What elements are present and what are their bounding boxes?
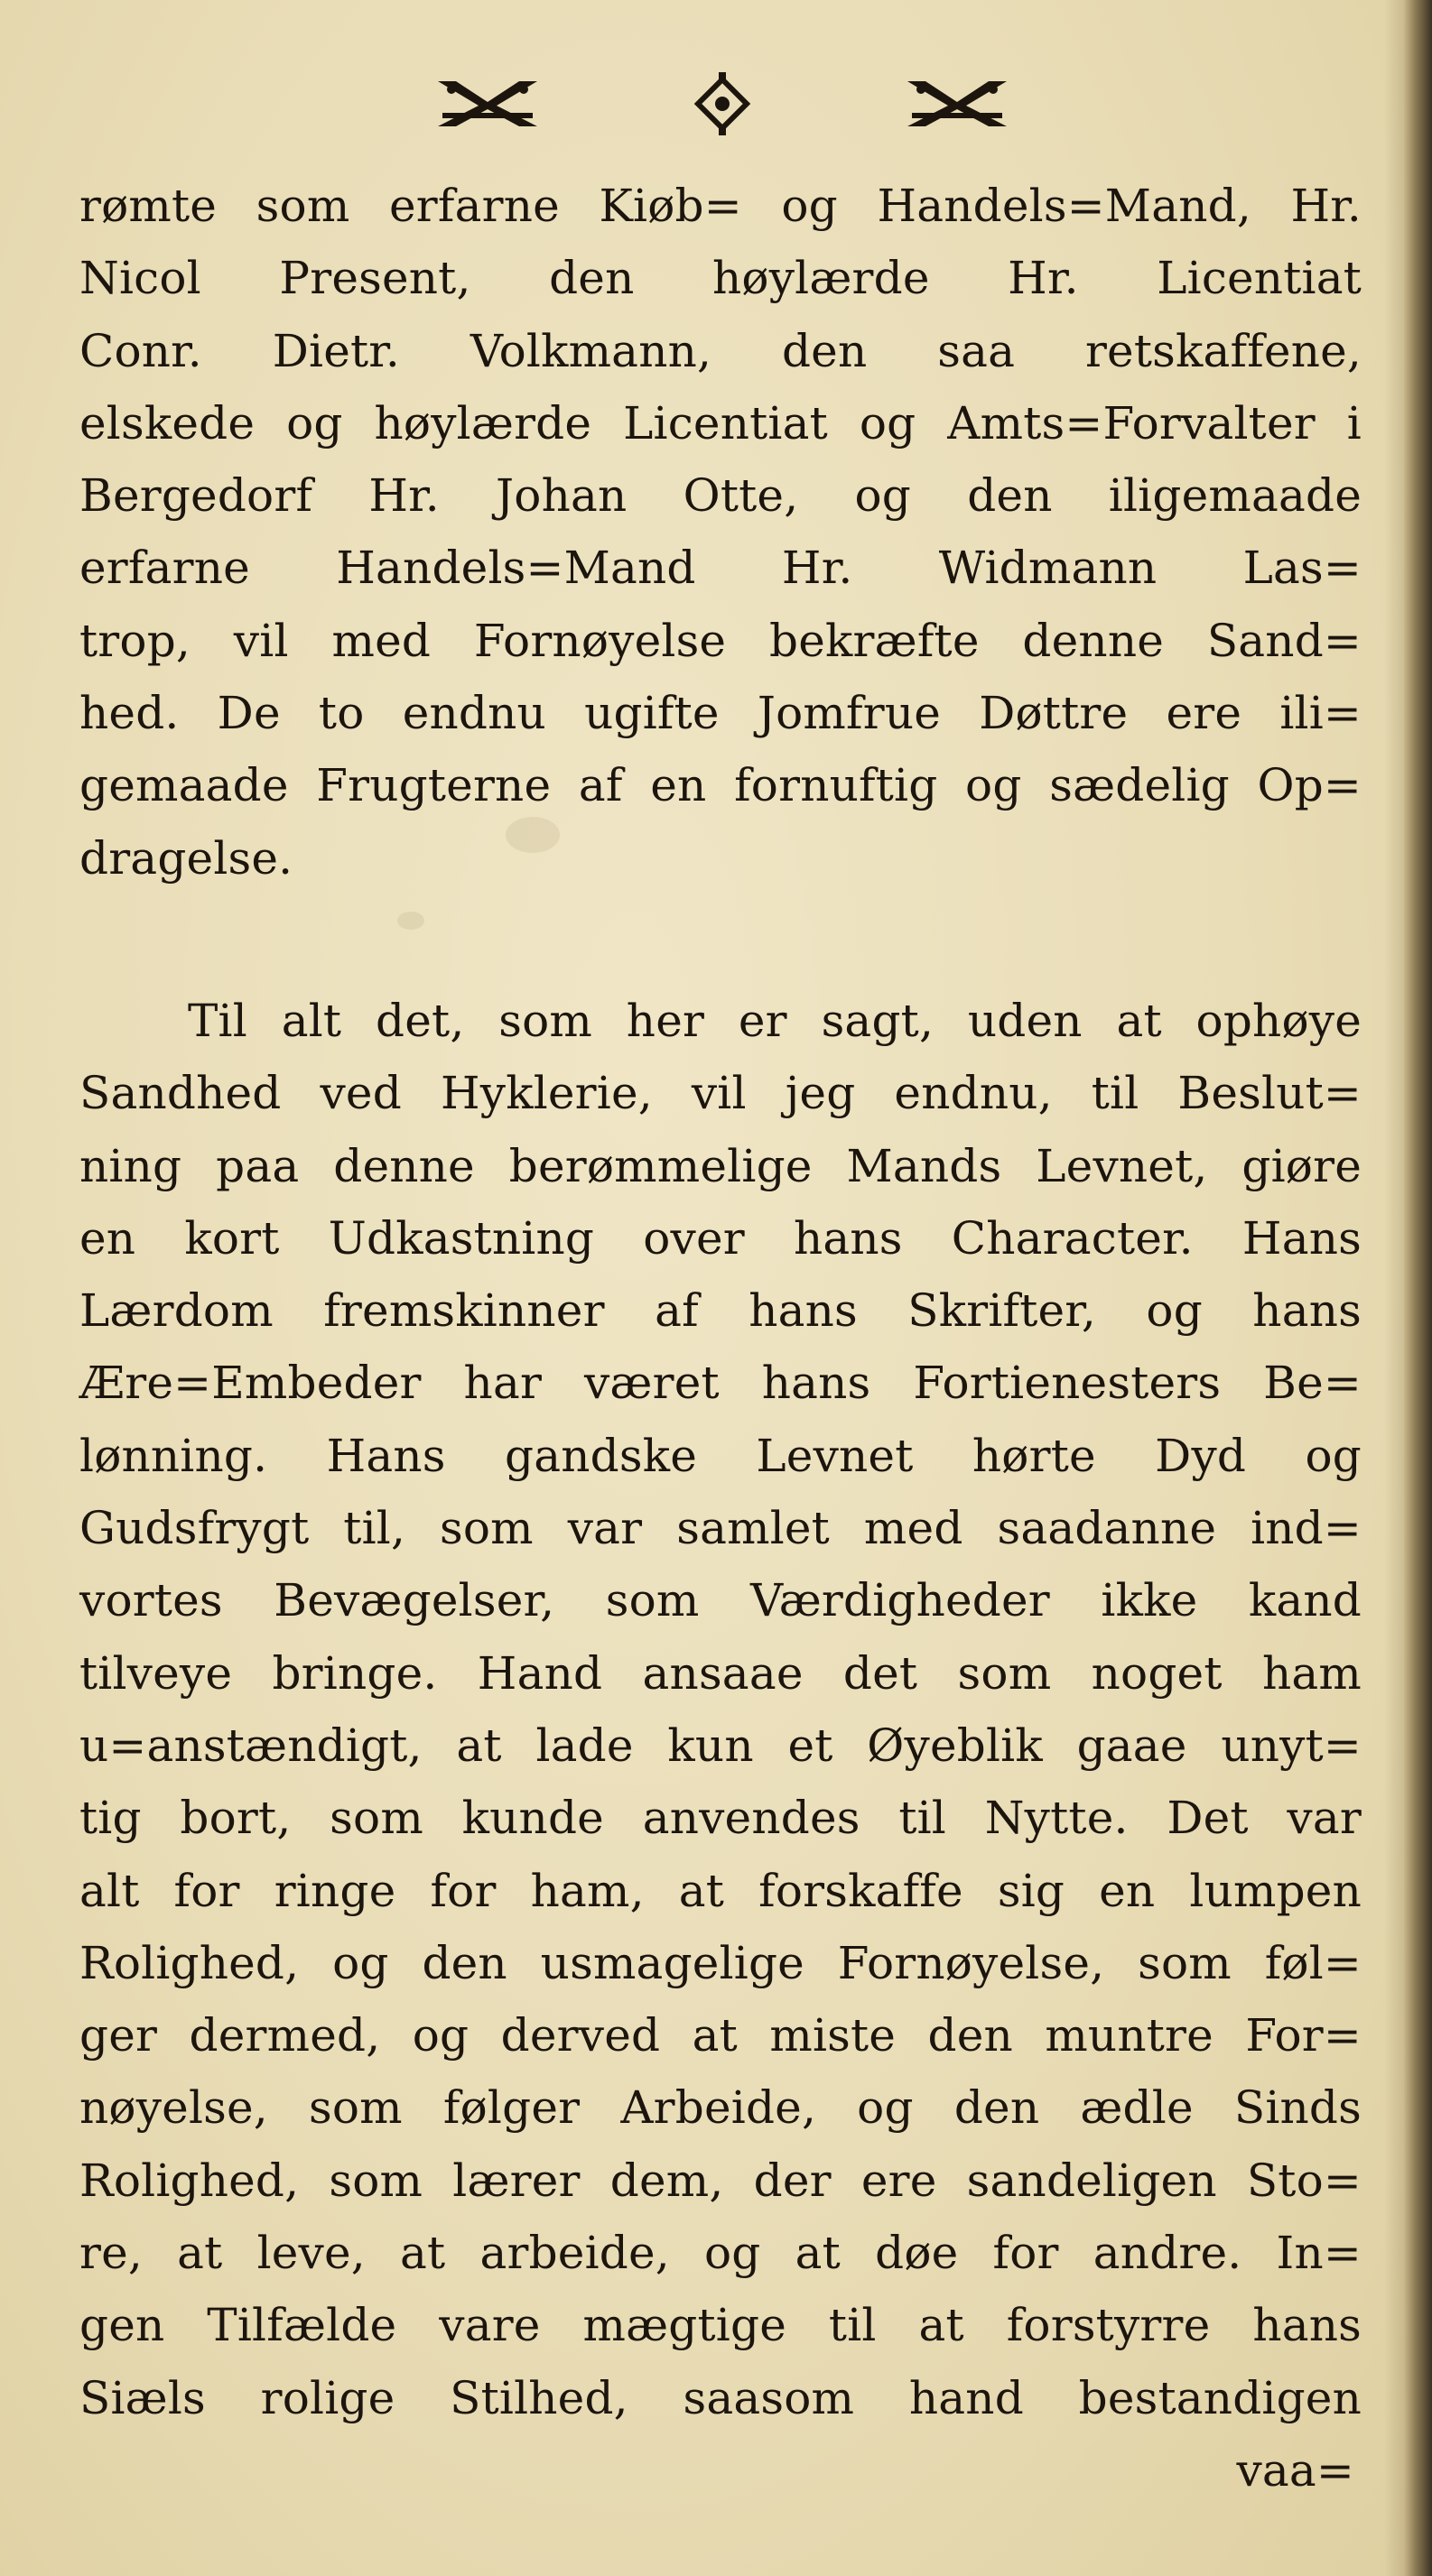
text-line: Siæls rolige Stilhed, saasom hand bestandigen (79, 2371, 1362, 2424)
paragraph-1 (79, 170, 1362, 894)
paragraph-spacer (79, 894, 1362, 985)
text-line: tilveye bringe. Hand ansaae det som noget ham (79, 1646, 1362, 1700)
text-line: Sandhed ved Hyklerie, vil jeg endnu, til Beslut= (79, 1067, 1362, 1120)
text-line: ning paa denne berømmelige Mands Levnet, giøre (79, 1139, 1362, 1192)
page-fold-shadow (1384, 0, 1404, 2576)
left-cross-ornament-icon (433, 77, 542, 131)
text-line: u=anstændigt, at lade kun et Øyeblik gaae unyt= (79, 1719, 1362, 1772)
text-line: Til alt det, som her er sagt, uden at ophøye (188, 994, 1362, 1047)
text-line: Conr. Dietr. Volkmann, den saa retskaffene, (79, 324, 1362, 377)
text-line: dragelse. (79, 831, 293, 885)
text-line: Gudsfrygt til, som var samlet med saadanne ind= (79, 1502, 1362, 1555)
text-line: trop, vil med Fornøyelse bekræfte denne Sand= (79, 614, 1362, 667)
text-line: erfarne Handels=Mand Hr. Widmann Las= (79, 542, 1362, 595)
catchword: vaa= (1236, 2443, 1354, 2497)
text-line: gemaade Frugterne af en fornuftig og sædelig Op= (79, 759, 1362, 812)
text-line: re, at leve, at arbeide, og at døe for andre. In= (79, 2227, 1362, 2280)
text-line: Nicol Present, den høylærde Hr. Licentiat (79, 252, 1362, 305)
text-line: Rolighed, og den usmagelige Fornøyelse, som føl= (79, 1936, 1362, 1989)
text-line: Lærdom fremskinner af hans Skrifter, og hans (79, 1284, 1362, 1338)
text-line: alt for ringe for ham, at forskaffe sig en lumpen (79, 1864, 1362, 1917)
paragraph-2 (79, 985, 1362, 2434)
text-line: rømte som erfarne Kiøb= og Handels=Mand, Hr. (79, 180, 1362, 232)
right-cross-ornament-icon (903, 77, 1011, 131)
text-line: vortes Bevægelser, som Værdigheder ikke kand (79, 1574, 1362, 1627)
text-line: Rolighed, som lærer dem, der ere sandeligen Sto= (79, 2154, 1362, 2207)
text-line: elskede og høylærde Licentiat og Amts=Forvalter i (79, 396, 1362, 449)
text-line: Bergedorf Hr. Johan Otte, og den iligemaade (79, 469, 1362, 523)
header-ornament (433, 63, 1011, 144)
text-line: tig bort, som kunde anvendes til Nytte. Det var (79, 1792, 1362, 1845)
center-star-ornament-icon (691, 72, 754, 135)
text-line: en kort Udkastning over hans Character. Hans (79, 1211, 1362, 1265)
text-line: Ære=Embeder har været hans Fortienesters Be= (79, 1357, 1362, 1410)
page-edge (1404, 0, 1432, 2576)
text-line: hed. De to endnu ugifte Jomfrue Døttre ere ili= (79, 687, 1362, 740)
body-text (79, 170, 1362, 2507)
text-line: nøyelse, som følger Arbeide, og den ædle Sinds (79, 2081, 1362, 2135)
text-line: gen Tilfælde vare mægtige til at forstyrre hans (79, 2299, 1362, 2352)
text-line: ger dermed, og derved at miste den muntre For= (79, 2009, 1362, 2062)
text-line: lønning. Hans gandske Levnet hørte Dyd og (79, 1429, 1362, 1482)
